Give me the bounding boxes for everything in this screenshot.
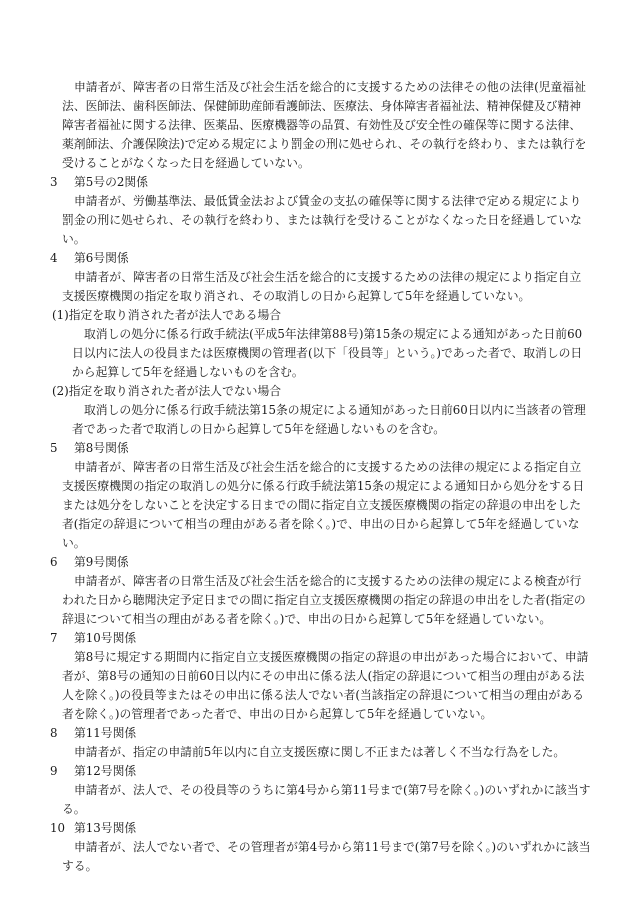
section-number: 8	[50, 726, 58, 740]
section-title: 第10号関係	[74, 631, 137, 645]
section-title: 第9号関係	[74, 555, 129, 569]
section-3-heading	[50, 173, 592, 192]
section-8-body: 申請者が、指定の申請前5年以内に自立支援医療に関し不正または著しく不当な行為をした。	[74, 745, 566, 759]
section-9-heading	[50, 762, 592, 781]
section-6-body: 申請者が、障害者の日常生活及び社会生活を総合的に支援するための法律の規定による検査が行われた日から聴聞決定予定日までの間に指定自立支援医療機関の指定の辞退の申出をした者(指定の辞退について相当の理由がある者を除く。)で、申出の日から起算して5年を経過していない。	[62, 574, 586, 626]
section-number: 4	[50, 251, 58, 265]
section-title: 第5号の2関係	[74, 175, 148, 189]
section-title: 第8号関係	[74, 441, 129, 455]
subsection-1-body: 取消しの処分に係る行政手続法(平成5年法律第88号)第15条の規定による通知があった日前60日以内に法人の役員または医療機関の管理者(以下「役員等」という。)であった者で、取消しの日から起算して5年を経過しないものを含む。	[72, 327, 583, 379]
section-4-body: 申請者が、障害者の日常生活及び社会生活を総合的に支援するための法律の規定により指定自立支援医療機関の指定を取り消され、その取消しの日から起算して5年を経過していない。	[62, 270, 582, 303]
section-title: 第11号関係	[74, 726, 137, 740]
section-7-body: 第8号に規定する期間内に指定自立支援医療機関の指定の辞退の申出があった場合において、申請者が、第8号の通知の日前60日以内にその申出に係る法人(指定の辞退について相当の理由がある法人を除く。)の役員等またはその申出に係る法人でない者(当該指定の辞退について相当の理由がある者を除く。)の管理者であった者で、申出の日から起算して5年を経過していない。	[62, 650, 589, 721]
section-number: 10	[50, 821, 66, 835]
section-number: 5	[50, 441, 58, 455]
section-title: 第13号関係	[74, 821, 137, 835]
subsection-2-label: (2)指定を取り消された者が法人でない場合	[52, 384, 282, 398]
section-10-body: 申請者が、法人でない者で、その管理者が第4号から第11号まで(第7号を除く。)のいずれかに該当する。	[62, 840, 591, 873]
section-8-heading	[50, 724, 592, 743]
section-6-heading	[50, 553, 592, 572]
subsection-1-label: (1)指定を取り消された者が法人である場合	[52, 308, 282, 322]
section-3-body: 申請者が、労働基準法、最低賃金法および賃金の支払の確保等に関する法律で定める規定により罰金の刑に処せられ、その執行を終わり、または執行を受けることがなくなった日を経過していない。	[62, 194, 582, 246]
section-10-heading	[50, 819, 592, 838]
section-9-body: 申請者が、法人で、その役員等のうちに第4号から第11号まで(第7号を除く。)のいずれかに該当する。	[62, 783, 591, 816]
section-5-body: 申請者が、障害者の日常生活及び社会生活を総合的に支援するための法律の規定による指定自立支援医療機関の指定の取消しの処分に係る行政手続法第15条の規定による通知日から処分をする日または処分をしないことを決定する日までの間に指定自立支援医療機関の指定の辞退の申出をした者(指定の辞退について相当の理由がある者を除く。)で、申出の日から起算して5年を経過していない。	[62, 460, 585, 550]
section-2-body: 申請者が、障害者の日常生活及び社会生活を総合的に支援するための法律その他の法律(児童福祉法、医師法、歯科医師法、保健師助産師看護師法、医療法、身体障害者福祉法、精神保健及び精神障害者福祉に関する法律、医薬品、医療機器等の品質、有効性及び安全性の確保等に関する法律、薬剤師法、介護保険法)で定める規定により罰金の刑に処せられ、その執行を終わり、または執行を受けることがなくなった日を経過していない。	[62, 80, 587, 170]
subsection-2-body: 取消しの処分に係る行政手続法第15条の規定による通知があった日前60日以内に当該者の管理者であった者で取消しの日から起算して5年を経過しないものを含む。	[72, 403, 586, 436]
section-title: 第12号関係	[74, 764, 137, 778]
section-7-heading	[50, 629, 592, 648]
section-5-heading	[50, 439, 592, 458]
section-number: 9	[50, 764, 58, 778]
section-number: 3	[50, 175, 58, 189]
section-number: 7	[50, 631, 58, 645]
section-title: 第6号関係	[74, 251, 129, 265]
section-4-heading	[50, 249, 592, 268]
section-number: 6	[50, 555, 58, 569]
